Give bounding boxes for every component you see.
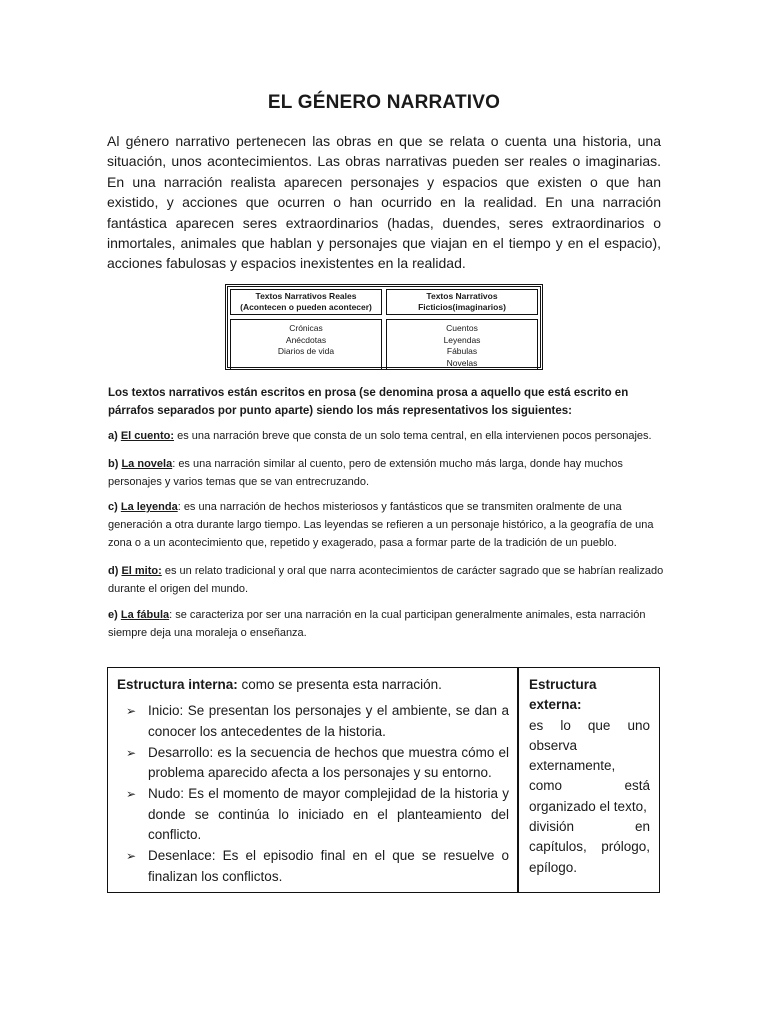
form-prefix: a) (108, 430, 118, 442)
internal-structure-heading (117, 675, 509, 695)
internal-structure-desc: como se presenta esta narración. (237, 677, 442, 692)
real-text-item: Diarios de vida (277, 346, 335, 356)
fictional-texts-header: Textos Narrativos Ficticios(imaginarios) (386, 289, 538, 315)
form-term: El mito: (121, 565, 162, 577)
form-term: La fábula (120, 609, 170, 621)
external-structure-label: Estructura externa: (529, 677, 597, 713)
prose-intro: Los textos narrativos están escritos en prosa (se denomina prosa a aquello que está escrito en párrafos separados por punto aparte) siendo los más representativos los siguientes: (108, 387, 629, 417)
fictional-texts-list (386, 319, 538, 370)
external-line: observa (529, 737, 578, 753)
intro-paragraph: Al género narrativo pertenecen las obras en que se relata o cuenta una historia, una situación, unos acontecimientos. Las obras narrativas pueden ser reales o imaginarias. En una narración realista aparecen personajes y espacios que existen o que han existido, y acciones que ocurren o han ocurrido en la realidad. En una narración fantástica aparecen seres extraordinarios (hadas, duendes, seres extraordinarios o inmortales, animales que hablan y personajes que viajan en el tiempo y en el espacio), acciones fabulosas y espacios inexistentes en la realidad. (107, 133, 661, 272)
form-mito (108, 562, 668, 598)
arrow-bullet-icon: ➢ (126, 849, 137, 864)
real-texts-list (230, 319, 382, 370)
fictional-text-item: Fábulas (446, 346, 478, 356)
fictional-text-item: Novelas (446, 357, 478, 368)
real-text-item: Crónicas (289, 323, 323, 333)
arrow-bullet-icon: ➢ (126, 787, 137, 802)
page-title: EL GÉNERO NARRATIVO (267, 92, 501, 113)
form-prefix: e) (108, 609, 118, 621)
internal-structure-list (117, 701, 509, 887)
form-novela (108, 455, 668, 491)
form-cuento (108, 427, 668, 445)
external-line: como está (529, 778, 650, 794)
form-text: : es una narración similar al cuento, pero de extensión mucho más larga, donde hay muchos personajes y varios temas que se van entrecruzando. (108, 458, 623, 488)
list-item-text: Inicio: Se presentan los personajes y el ambiente, se dan a conocer los antecedentes de la historia. (148, 703, 509, 739)
form-leyenda (108, 498, 668, 552)
internal-structure-label: Estructura interna: (117, 677, 238, 692)
form-fabula (108, 606, 668, 642)
external-line: epílogo. (529, 859, 578, 875)
real-text-item: Anécdotas (285, 334, 327, 345)
form-term: La leyenda (120, 501, 178, 513)
list-item (117, 846, 509, 887)
arrow-bullet-icon: ➢ (126, 704, 137, 719)
real-texts-header: Textos Narrativos Reales (Acontecen o pueden acontecer) (230, 289, 382, 315)
list-item (117, 743, 509, 784)
internal-structure-cell (108, 668, 519, 892)
list-item-text: Desenlace: Es el episodio final en el que se resuelve o finalizan los conflictos. (148, 848, 509, 884)
form-term: El cuento: (120, 430, 175, 442)
fictional-text-item: Cuentos (446, 323, 478, 333)
external-line: división en (529, 819, 650, 835)
external-structure-cell (519, 668, 659, 892)
form-text: : es una narración de hechos misteriosos y fantásticos que se transmiten oralmente de una generación a otra durante largo tiempo. Las leyendas se refieren a un personaje histórico, a la geografía de una zona o a un acontecimiento que, repetido y exagerado, pasa a formar parte de la tradición de un pueblo. (108, 501, 654, 549)
external-line: organizado el texto, (529, 798, 647, 814)
list-item-text: Desarrollo: es la secuencia de hechos que muestra cómo el problema aparecido afecta a los personajes y su entorno. (148, 744, 509, 781)
list-item-text: Nudo: Es el momento de mayor complejidad de la historia y donde se continúa lo iniciado en el planteamiento del conflicto. (148, 786, 509, 843)
narrative-types-table (225, 284, 543, 370)
arrow-bullet-icon: ➢ (126, 745, 137, 760)
structure-table (107, 667, 660, 893)
list-item (117, 701, 509, 742)
form-prefix: d) (108, 565, 119, 577)
form-prefix: c) (108, 501, 118, 513)
fictional-text-item: Leyendas (443, 334, 481, 345)
external-line: capítulos, prólogo, (529, 839, 650, 855)
form-text: : se caracteriza por ser una narración en la cual participan generalmente animales, esta narración siempre deja una moraleja o enseñanza. (108, 609, 646, 639)
form-text: es una narración breve que consta de un solo tema central, en ella intervienen pocos personajes. (174, 430, 652, 442)
list-item (117, 784, 509, 845)
form-term: La novela (121, 458, 173, 470)
form-prefix: b) (108, 458, 119, 470)
external-structure-desc (529, 716, 650, 878)
external-line: es lo que uno (529, 717, 650, 733)
form-text: es un relato tradicional y oral que narra acontecimientos de carácter sagrado que se habrían realizado durante el origen del mundo. (108, 565, 664, 595)
external-line: externamente, (529, 758, 616, 774)
